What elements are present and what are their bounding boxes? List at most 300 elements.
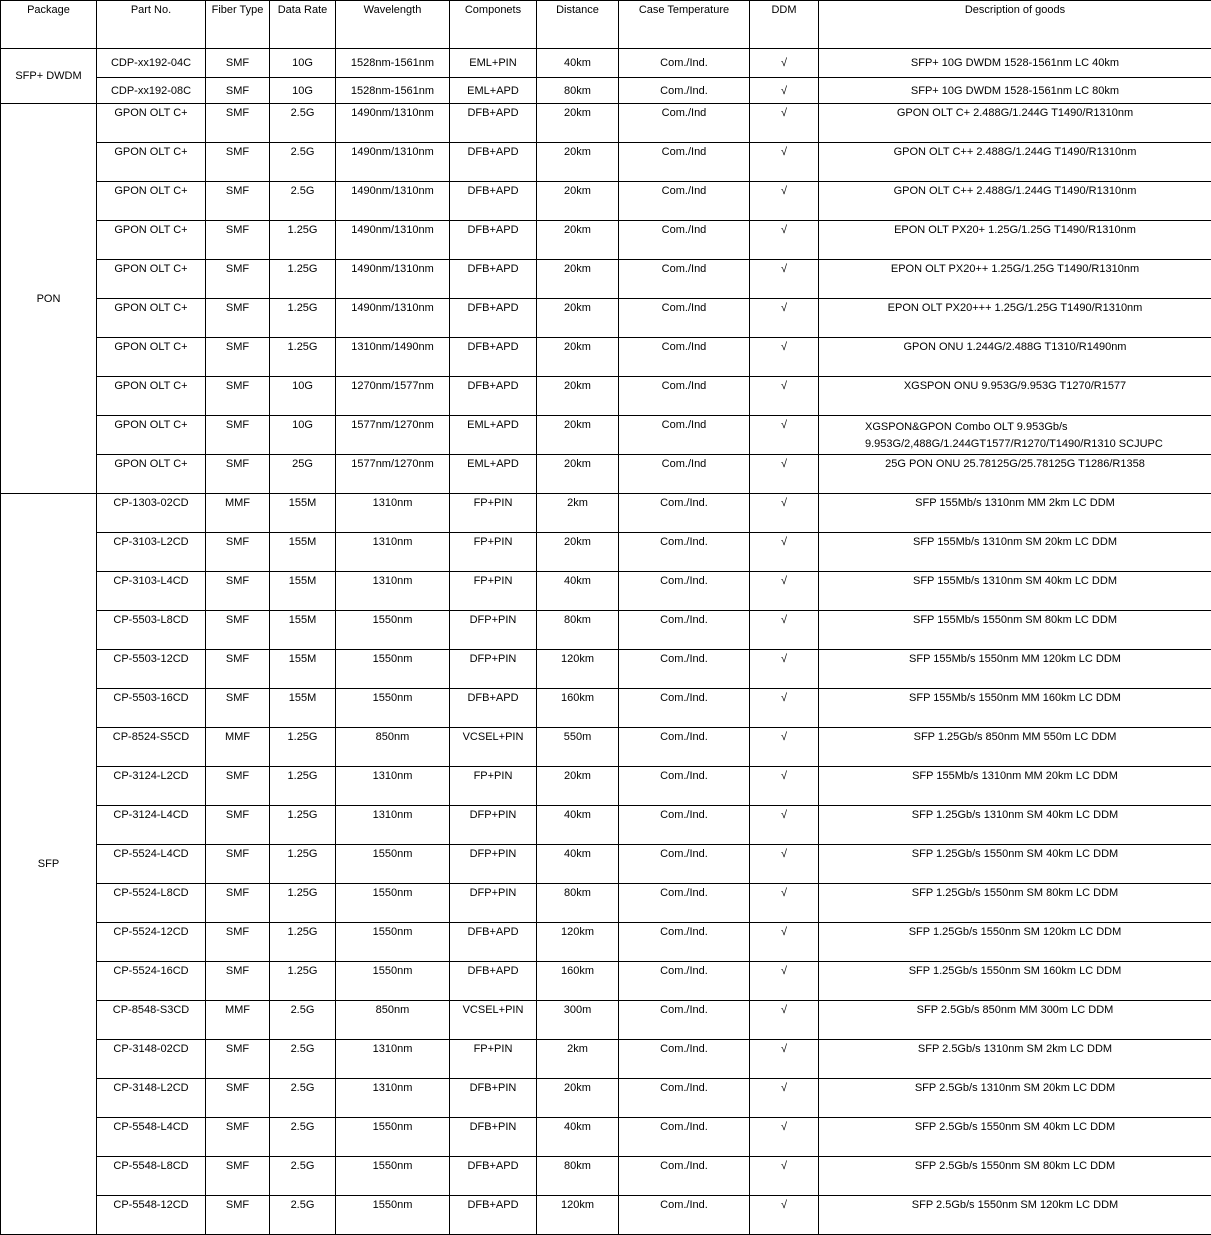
fiber-type-cell: SMF [206,143,270,182]
wavelength-cell: 1550nm [336,845,450,884]
col-header-ddm: DDM [750,1,819,49]
description-cell: SFP 1.25Gb/s 850nm MM 550m LC DDM [819,728,1211,767]
distance-cell: 20km [537,533,619,572]
description-cell: SFP 2.5Gb/s 1550nm SM 40km LC DDM [819,1118,1211,1157]
col-header-components: Componets [450,1,537,49]
table-row [1,455,1211,494]
ddm-cell: √ [750,650,819,689]
fiber-type-cell: SMF [206,767,270,806]
components-cell: DFB+APD [450,377,537,416]
data-rate-cell: 155M [270,650,336,689]
fiber-type-cell: SMF [206,416,270,455]
data-rate-cell: 1.25G [270,884,336,923]
part-no-cell: CP-5503-12CD [97,650,206,689]
distance-cell: 40km [537,49,619,78]
fiber-type-cell: SMF [206,1157,270,1196]
wavelength-cell: 1490nm/1310nm [336,143,450,182]
table-row [1,104,1211,143]
package-cell: SFP+ DWDM [1,49,97,104]
wavelength-cell: 850nm [336,1001,450,1040]
data-rate-cell: 2.5G [270,1040,336,1079]
part-no-cell: GPON OLT C+ [97,416,206,455]
case-temperature-cell: Com./Ind [619,338,750,377]
wavelength-cell: 1310nm/1490nm [336,338,450,377]
distance-cell: 20km [537,338,619,377]
distance-cell: 80km [537,884,619,923]
description-cell: SFP 2.5Gb/s 850nm MM 300m LC DDM [819,1001,1211,1040]
data-rate-cell: 2.5G [270,104,336,143]
col-header-data-rate: Data Rate [270,1,336,49]
description-cell: SFP 1.25Gb/s 1550nm SM 120km LC DDM [819,923,1211,962]
wavelength-cell: 1550nm [336,650,450,689]
components-cell: FP+PIN [450,572,537,611]
distance-cell: 20km [537,1079,619,1118]
table-row [1,182,1211,221]
components-cell: DFB+PIN [450,1079,537,1118]
components-cell: VCSEL+PIN [450,728,537,767]
description-cell: SFP 155Mb/s 1310nm SM 40km LC DDM [819,572,1211,611]
wavelength-cell: 1310nm [336,1040,450,1079]
components-cell: DFB+APD [450,689,537,728]
part-no-cell: CP-5524-L8CD [97,884,206,923]
components-cell: EML+PIN [450,49,537,78]
data-rate-cell: 10G [270,377,336,416]
case-temperature-cell: Com./Ind. [619,962,750,1001]
fiber-type-cell: SMF [206,377,270,416]
description-cell: SFP 1.25Gb/s 1550nm SM 40km LC DDM [819,845,1211,884]
part-no-cell: GPON OLT C+ [97,299,206,338]
col-header-wavelength: Wavelength [336,1,450,49]
fiber-type-cell: SMF [206,884,270,923]
components-cell: DFP+PIN [450,650,537,689]
fiber-type-cell: SMF [206,611,270,650]
distance-cell: 20km [537,260,619,299]
components-cell: DFP+PIN [450,845,537,884]
wavelength-cell: 1550nm [336,611,450,650]
data-rate-cell: 2.5G [270,1196,336,1235]
table-row [1,845,1211,884]
case-temperature-cell: Com./Ind. [619,689,750,728]
description-cell: SFP 155Mb/s 1550nm MM 120km LC DDM [819,650,1211,689]
wavelength-cell: 1490nm/1310nm [336,260,450,299]
data-rate-cell: 2.5G [270,1001,336,1040]
ddm-cell: √ [750,533,819,572]
part-no-cell: CP-3103-L4CD [97,572,206,611]
part-no-cell: CP-5548-L4CD [97,1118,206,1157]
table-row [1,962,1211,1001]
description-cell: SFP 1.25Gb/s 1310nm SM 40km LC DDM [819,806,1211,845]
ddm-cell: √ [750,416,819,455]
case-temperature-cell: Com./Ind [619,143,750,182]
ddm-cell: √ [750,689,819,728]
case-temperature-cell: Com./Ind. [619,78,750,104]
part-no-cell: CP-3148-02CD [97,1040,206,1079]
table-row [1,1196,1211,1235]
wavelength-cell: 1528nm-1561nm [336,49,450,78]
components-cell: EML+APD [450,78,537,104]
components-cell: EML+APD [450,455,537,494]
distance-cell: 20km [537,377,619,416]
table-row [1,689,1211,728]
fiber-type-cell: SMF [206,260,270,299]
table-row [1,1040,1211,1079]
description-cell: XGSPON&GPON Combo OLT 9.953Gb/s 9.953G/2,488G/1.244GT1577/R1270/T1490/R1310 SCJUPC [819,416,1211,455]
data-rate-cell: 1.25G [270,221,336,260]
data-rate-cell: 155M [270,494,336,533]
fiber-type-cell: SMF [206,689,270,728]
fiber-type-cell: MMF [206,1001,270,1040]
part-no-cell: CP-8524-S5CD [97,728,206,767]
wavelength-cell: 850nm [336,728,450,767]
part-no-cell: GPON OLT C+ [97,377,206,416]
distance-cell: 20km [537,455,619,494]
case-temperature-cell: Com./Ind. [619,728,750,767]
case-temperature-cell: Com./Ind. [619,1157,750,1196]
fiber-type-cell: SMF [206,104,270,143]
description-cell: SFP 2.5Gb/s 1550nm SM 120km LC DDM [819,1196,1211,1235]
components-cell: DFB+APD [450,143,537,182]
wavelength-cell: 1310nm [336,806,450,845]
components-cell: DFB+APD [450,338,537,377]
fiber-type-cell: SMF [206,1040,270,1079]
case-temperature-cell: Com./Ind [619,299,750,338]
wavelength-cell: 1550nm [336,884,450,923]
data-rate-cell: 155M [270,533,336,572]
components-cell: EML+APD [450,416,537,455]
data-rate-cell: 2.5G [270,182,336,221]
table-row [1,806,1211,845]
description-cell: EPON OLT PX20++ 1.25G/1.25G T1490/R1310nm [819,260,1211,299]
ddm-cell: √ [750,884,819,923]
distance-cell: 120km [537,650,619,689]
table-row [1,767,1211,806]
data-rate-cell: 1.25G [270,806,336,845]
table-row [1,49,1211,78]
distance-cell: 120km [537,923,619,962]
case-temperature-cell: Com./Ind [619,416,750,455]
fiber-type-cell: SMF [206,338,270,377]
components-cell: FP+PIN [450,1040,537,1079]
case-temperature-cell: Com./Ind. [619,49,750,78]
table-row [1,338,1211,377]
data-rate-cell: 1.25G [270,338,336,377]
distance-cell: 160km [537,689,619,728]
ddm-cell: √ [750,143,819,182]
part-no-cell: GPON OLT C+ [97,143,206,182]
part-no-cell: GPON OLT C+ [97,104,206,143]
components-cell: FP+PIN [450,767,537,806]
table-row [1,1118,1211,1157]
ddm-cell: √ [750,299,819,338]
description-cell: GPON OLT C++ 2.488G/1.244G T1490/R1310nm [819,143,1211,182]
part-no-cell: GPON OLT C+ [97,182,206,221]
fiber-type-cell: MMF [206,728,270,767]
description-cell: SFP 155Mb/s 1310nm MM 20km LC DDM [819,767,1211,806]
case-temperature-cell: Com./Ind. [619,1196,750,1235]
data-rate-cell: 2.5G [270,143,336,182]
col-header-part-no: Part No. [97,1,206,49]
wavelength-cell: 1310nm [336,1079,450,1118]
table-row [1,416,1211,455]
distance-cell: 2km [537,1040,619,1079]
part-no-cell: CP-3103-L2CD [97,533,206,572]
distance-cell: 20km [537,221,619,260]
part-no-cell: GPON OLT C+ [97,455,206,494]
distance-cell: 40km [537,806,619,845]
wavelength-cell: 1577nm/1270nm [336,416,450,455]
part-no-cell: CDP-xx192-04C [97,49,206,78]
part-no-cell: CP-3124-L4CD [97,806,206,845]
data-rate-cell: 1.25G [270,728,336,767]
wavelength-cell: 1310nm [336,767,450,806]
ddm-cell: √ [750,377,819,416]
part-no-cell: CP-5548-12CD [97,1196,206,1235]
case-temperature-cell: Com./Ind. [619,1079,750,1118]
case-temperature-cell: Com./Ind. [619,533,750,572]
ddm-cell: √ [750,1196,819,1235]
fiber-type-cell: MMF [206,494,270,533]
data-rate-cell: 2.5G [270,1118,336,1157]
description-cell: EPON OLT PX20+++ 1.25G/1.25G T1490/R1310nm [819,299,1211,338]
part-no-cell: CP-5524-L4CD [97,845,206,884]
distance-cell: 20km [537,767,619,806]
distance-cell: 40km [537,572,619,611]
case-temperature-cell: Com./Ind [619,455,750,494]
data-rate-cell: 1.25G [270,962,336,1001]
ddm-cell: √ [750,962,819,1001]
wavelength-cell: 1310nm [336,533,450,572]
table-body [1,49,1211,1235]
table-row [1,1001,1211,1040]
distance-cell: 550m [537,728,619,767]
distance-cell: 20km [537,143,619,182]
case-temperature-cell: Com./Ind. [619,767,750,806]
fiber-type-cell: SMF [206,650,270,689]
table-row [1,533,1211,572]
distance-cell: 80km [537,611,619,650]
wavelength-cell: 1577nm/1270nm [336,455,450,494]
distance-cell: 40km [537,1118,619,1157]
components-cell: DFB+APD [450,221,537,260]
part-no-cell: CP-3124-L2CD [97,767,206,806]
table-row [1,884,1211,923]
table-row [1,377,1211,416]
wavelength-cell: 1490nm/1310nm [336,182,450,221]
distance-cell: 80km [537,78,619,104]
wavelength-cell: 1550nm [336,1118,450,1157]
distance-cell: 40km [537,845,619,884]
table-row [1,260,1211,299]
ddm-cell: √ [750,572,819,611]
ddm-cell: √ [750,845,819,884]
ddm-cell: √ [750,767,819,806]
case-temperature-cell: Com./Ind. [619,806,750,845]
table-row [1,572,1211,611]
table-row [1,221,1211,260]
col-header-distance: Distance [537,1,619,49]
components-cell: DFB+APD [450,923,537,962]
part-no-cell: CP-5524-12CD [97,923,206,962]
part-no-cell: CP-5524-16CD [97,962,206,1001]
col-header-package: Package [1,1,97,49]
part-no-cell: GPON OLT C+ [97,221,206,260]
wavelength-cell: 1490nm/1310nm [336,104,450,143]
ddm-cell: √ [750,923,819,962]
fiber-type-cell: SMF [206,845,270,884]
components-cell: DFB+APD [450,1196,537,1235]
description-cell: SFP 2.5Gb/s 1310nm SM 2km LC DDM [819,1040,1211,1079]
fiber-type-cell: SMF [206,1079,270,1118]
wavelength-cell: 1550nm [336,689,450,728]
distance-cell: 300m [537,1001,619,1040]
description-cell: 25G PON ONU 25.78125G/25.78125G T1286/R1358 [819,455,1211,494]
table-row [1,494,1211,533]
wavelength-cell: 1528nm-1561nm [336,78,450,104]
table-row [1,1157,1211,1196]
wavelength-cell: 1550nm [336,1157,450,1196]
part-no-cell: CP-8548-S3CD [97,1001,206,1040]
wavelength-cell: 1490nm/1310nm [336,221,450,260]
data-rate-cell: 155M [270,611,336,650]
header-row [1,1,1211,49]
fiber-type-cell: SMF [206,221,270,260]
description-cell: SFP+ 10G DWDM 1528-1561nm LC 80km [819,78,1211,104]
part-no-cell: CP-5503-16CD [97,689,206,728]
ddm-cell: √ [750,494,819,533]
data-rate-cell: 10G [270,78,336,104]
table-row [1,923,1211,962]
fiber-type-cell: SMF [206,299,270,338]
distance-cell: 120km [537,1196,619,1235]
data-rate-cell: 2.5G [270,1157,336,1196]
ddm-cell: √ [750,455,819,494]
case-temperature-cell: Com./Ind. [619,494,750,533]
col-header-case-temperature: Case Temperature [619,1,750,49]
description-cell: SFP 155Mb/s 1310nm MM 2km LC DDM [819,494,1211,533]
description-cell: SFP+ 10G DWDM 1528-1561nm LC 40km [819,49,1211,78]
description-cell: GPON OLT C++ 2.488G/1.244G T1490/R1310nm [819,182,1211,221]
data-rate-cell: 1.25G [270,260,336,299]
components-cell: FP+PIN [450,494,537,533]
components-cell: DFB+APD [450,182,537,221]
fiber-type-cell: SMF [206,78,270,104]
description-cell: XGSPON ONU 9.953G/9.953G T1270/R1577 [819,377,1211,416]
data-rate-cell: 1.25G [270,923,336,962]
case-temperature-cell: Com./Ind [619,377,750,416]
ddm-cell: √ [750,1157,819,1196]
fiber-type-cell: SMF [206,182,270,221]
ddm-cell: √ [750,338,819,377]
description-cell: SFP 2.5Gb/s 1310nm SM 20km LC DDM [819,1079,1211,1118]
part-no-cell: GPON OLT C+ [97,260,206,299]
case-temperature-cell: Com./Ind [619,260,750,299]
table-row [1,143,1211,182]
components-cell: VCSEL+PIN [450,1001,537,1040]
data-rate-cell: 1.25G [270,767,336,806]
wavelength-cell: 1550nm [336,962,450,1001]
ddm-cell: √ [750,182,819,221]
case-temperature-cell: Com./Ind. [619,611,750,650]
fiber-type-cell: SMF [206,1196,270,1235]
part-no-cell: CP-5548-L8CD [97,1157,206,1196]
distance-cell: 160km [537,962,619,1001]
description-cell: SFP 155Mb/s 1550nm SM 80km LC DDM [819,611,1211,650]
table-row [1,1079,1211,1118]
ddm-cell: √ [750,104,819,143]
description-cell: SFP 2.5Gb/s 1550nm SM 80km LC DDM [819,1157,1211,1196]
case-temperature-cell: Com./Ind. [619,650,750,689]
components-cell: DFB+APD [450,260,537,299]
ddm-cell: √ [750,1079,819,1118]
description-cell: SFP 1.25Gb/s 1550nm SM 160km LC DDM [819,962,1211,1001]
ddm-cell: √ [750,49,819,78]
case-temperature-cell: Com./Ind. [619,1118,750,1157]
col-header-description: Description of goods [819,1,1211,49]
part-no-cell: CP-1303-02CD [97,494,206,533]
components-cell: DFB+APD [450,962,537,1001]
case-temperature-cell: Com./Ind. [619,923,750,962]
components-cell: DFB+APD [450,1157,537,1196]
ddm-cell: √ [750,260,819,299]
case-temperature-cell: Com./Ind. [619,572,750,611]
description-cell: SFP 1.25Gb/s 1550nm SM 80km LC DDM [819,884,1211,923]
distance-cell: 2km [537,494,619,533]
distance-cell: 20km [537,416,619,455]
fiber-type-cell: SMF [206,49,270,78]
ddm-cell: √ [750,611,819,650]
components-cell: DFB+PIN [450,1118,537,1157]
data-rate-cell: 155M [270,689,336,728]
col-header-fiber-type: Fiber Type [206,1,270,49]
table-row [1,299,1211,338]
ddm-cell: √ [750,728,819,767]
part-no-cell: CP-3148-L2CD [97,1079,206,1118]
wavelength-cell: 1270nm/1577nm [336,377,450,416]
ddm-cell: √ [750,221,819,260]
ddm-cell: √ [750,78,819,104]
case-temperature-cell: Com./Ind. [619,1040,750,1079]
data-rate-cell: 10G [270,49,336,78]
fiber-type-cell: SMF [206,962,270,1001]
case-temperature-cell: Com./Ind [619,104,750,143]
case-temperature-cell: Com./Ind. [619,884,750,923]
fiber-type-cell: SMF [206,455,270,494]
part-no-cell: CP-5503-L8CD [97,611,206,650]
description-cell: GPON ONU 1.244G/2.488G T1310/R1490nm [819,338,1211,377]
distance-cell: 80km [537,1157,619,1196]
distance-cell: 20km [537,182,619,221]
table-row [1,78,1211,104]
data-rate-cell: 25G [270,455,336,494]
ddm-cell: √ [750,1118,819,1157]
data-rate-cell: 10G [270,416,336,455]
components-cell: DFP+PIN [450,806,537,845]
fiber-type-cell: SMF [206,572,270,611]
case-temperature-cell: Com./Ind. [619,845,750,884]
data-rate-cell: 1.25G [270,845,336,884]
table-row [1,728,1211,767]
distance-cell: 20km [537,104,619,143]
description-cell: GPON OLT C+ 2.488G/1.244G T1490/R1310nm [819,104,1211,143]
case-temperature-cell: Com./Ind. [619,1001,750,1040]
package-cell: PON [1,104,97,494]
wavelength-cell: 1550nm [336,923,450,962]
components-cell: DFP+PIN [450,884,537,923]
wavelength-cell: 1310nm [336,572,450,611]
package-cell: SFP [1,494,97,1235]
ddm-cell: √ [750,806,819,845]
distance-cell: 20km [537,299,619,338]
